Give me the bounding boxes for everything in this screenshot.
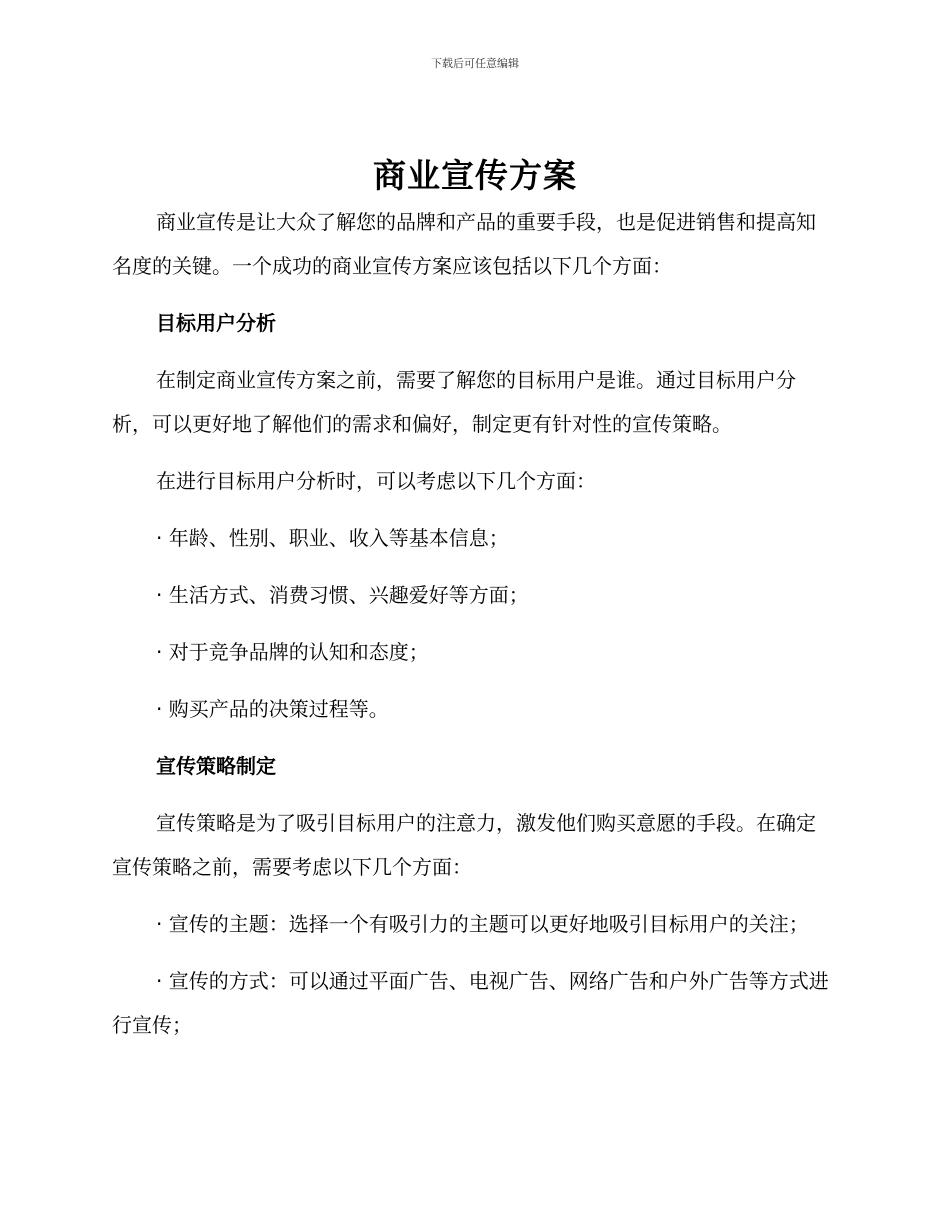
bullet-item: · 年龄、性别、职业、收入等基本信息；: [156, 526, 509, 550]
bullet-item: · 宣传的方式：可以通过平面广告、电视广告、网络广告和户外广告等方式进行宣传；: [112, 969, 829, 1037]
paragraph-analysis-aspects: 在进行目标用户分析时，可以考虑以下几个方面：: [156, 469, 596, 493]
paragraph-strategy: 宣传策略是为了吸引目标用户的注意力，激发他们购买意愿的手段。在确定宣传策略之前，需要考虑以下几个方面：: [112, 811, 816, 879]
intro-paragraph: 商业宣传是让大众了解您的品牌和产品的重要手段，也是促进销售和提高知名度的关键。一个成功的商业宣传方案应该包括以下几个方面：: [112, 210, 816, 278]
section-heading-strategy: 宣传策略制定: [156, 754, 276, 778]
document-body: [112, 200, 832, 1060]
paragraph-target-users: 在制定商业宣传方案之前，需要了解您的目标用户是谁。通过目标用户分析，可以更好地了解他们的需求和偏好，制定更有针对性的宣传策略。: [112, 368, 796, 436]
bullet-item: · 购买产品的决策过程等。: [156, 697, 389, 721]
bullet-item: · 宣传的主题：选择一个有吸引力的主题可以更好地吸引目标用户的关注；: [156, 912, 809, 936]
section-heading-target-users: 目标用户分析: [156, 311, 276, 335]
document-title: 商业宣传方案: [373, 156, 577, 195]
bullet-item: · 生活方式、消费习惯、兴趣爱好等方面；: [156, 583, 529, 607]
page-header: 下载后可任意编辑: [431, 57, 519, 70]
bullet-item: · 对于竞争品牌的认知和态度；: [156, 640, 429, 664]
